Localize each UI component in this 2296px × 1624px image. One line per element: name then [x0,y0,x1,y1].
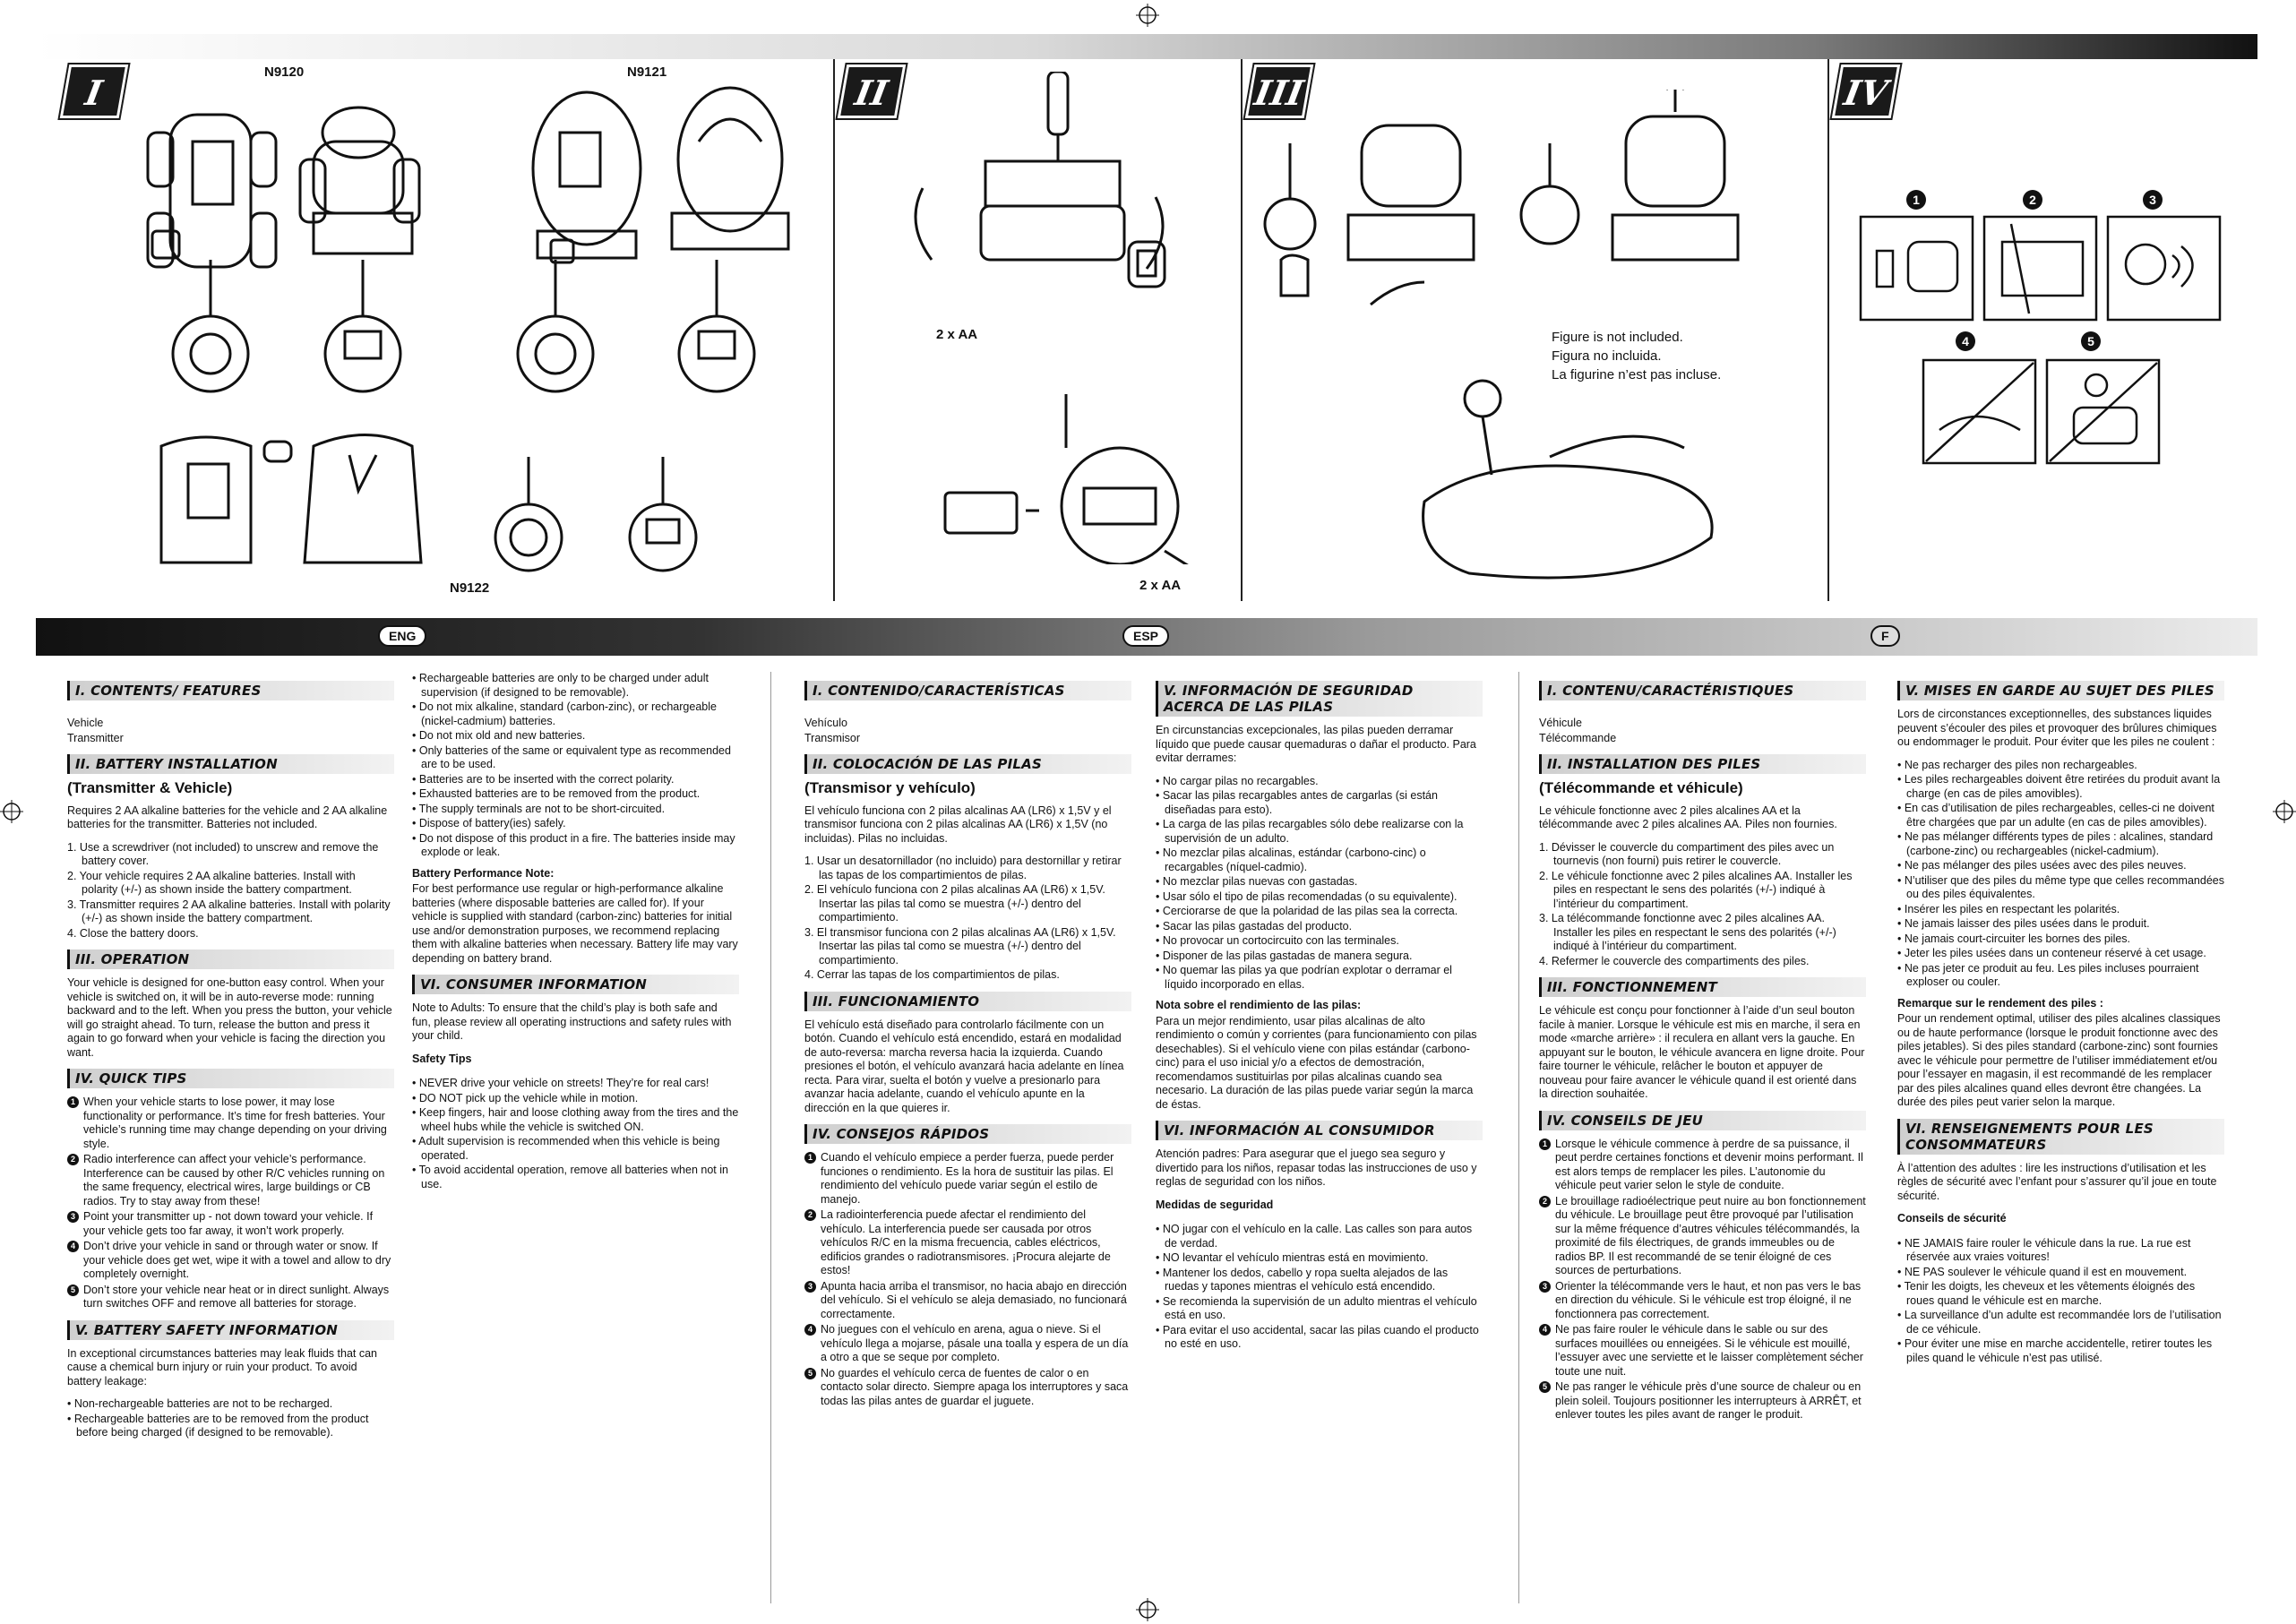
tip-item: 5 No guardes el vehículo cerca de fuentes de calor o en contacto solar directo. Siempre apaga los interruptores y saca todas las pilas antes de guardar el juguete. [804,1367,1131,1409]
note-heading: Remarque sur le rendement des piles : [1897,996,2103,1010]
tip-number-icon: 2 [804,1209,816,1221]
step: 2. El vehículo funciona con 2 pilas alcalinas AA (LR6) x 1,5V. Insertar las pilas tal como se muestra (+/-) dentro del compartimiento. [804,883,1105,924]
bullet: • Do not dispose of this product in a fire. The batteries inside may explode or leak. [412,831,735,858]
bullet: • Jeter les piles usées dans un conteneur réservé à cet usage. [1897,947,2206,959]
battery-caption-transmitter: 2 x AA [1139,578,1182,593]
panel-badge-1: I [60,64,129,118]
paragraph: À l’attention des adultes : lire les instructions d’utilisation et les règles de sécurité avec l’enfant pour s’assurer qu’il joue en toute sécurité. [1897,1161,2217,1202]
language-badge-eng: ENG [378,625,426,647]
illustration-band [0,0,2296,605]
content-item: Transmitter [67,731,124,744]
section-heading: VI. CONSUMER INFORMATION [412,975,739,994]
bullet: • NO levantar el vehículo mientras está en movimiento. [1156,1251,1429,1264]
tip-number-3-icon: 3 [2143,190,2163,210]
safety-heading: Conseils de sécurité [1897,1212,2007,1224]
bullet: • Do not mix old and new batteries. [412,729,586,742]
bullet: • Exhausted batteries are to be removed from the product. [412,787,701,800]
transmitters-row-illustration [170,260,797,394]
step: 2. Le véhicule fonctionne avec 2 piles alcalines AA. Installer les piles en respectant le sens des polarités (+/-) indiqué à l’intérieur du compartiment. [1539,869,1853,910]
paragraph: Le véhicule fonctionne avec 2 piles alcalines AA et la télécommande avec 2 piles alcalines AA. Piles non fournies. [1539,803,1837,830]
paragraph: Atención padres: Para asegurar que el juego sea seguro y divertido para los niños, repasar todas las instrucciones de uso y reglas de seguridad con los niños. [1156,1147,1477,1188]
bullet: • N’utiliser que des piles du même type que celles recommandées ou des piles équivalentes. [1897,873,2224,900]
note-heading: Nota sobre el rendimiento de las pilas: [1156,999,1362,1011]
tip-number-icon: 3 [67,1211,79,1223]
bullet: • Se recomienda la supervisión de un adulto mientras el vehículo está en uso. [1156,1294,1477,1321]
safety-heading: Medidas de seguridad [1156,1198,1274,1211]
section-heading: III. FONCTIONNEMENT [1539,977,1866,997]
content-item: Transmisor [804,731,861,744]
registration-mark-icon [1136,1598,1159,1621]
section-heading: VI. RENSEIGNEMENTS POUR LES CONSOMMATEURS [1897,1119,2224,1155]
tip-number-2-icon: 2 [2023,190,2042,210]
section-heading: II. BATTERY INSTALLATION [67,754,394,774]
section-heading: V. MISES EN GARDE AU SUJET DES PILES [1897,681,2224,700]
section-heading: V. BATTERY SAFETY INFORMATION [67,1320,394,1340]
safety-heading: Safety Tips [412,1052,472,1065]
section-heading: III. OPERATION [67,949,394,969]
step: 4. Close the battery doors. [67,926,199,940]
figure-seat-illustration [1415,376,1738,591]
paragraph: Requires 2 AA alkaline batteries for the vehicle and 2 AA alkaline batteries for the transmitter. Batteries not included. [67,803,388,830]
section-subheading: (Transmisor y vehículo) [804,779,976,796]
bullet: • Disponer de las pilas gastadas de manera segura. [1156,949,1413,962]
section-heading: IV. CONSEILS DE JEU [1539,1111,1866,1130]
paragraph: Para un mejor rendimiento, usar pilas alcalinas de alto rendimiento o común y corrientes (para funcionamiento con pilas desechables). Si el vehículo viene con pilas estándar (carbono-cinc) para el uso inicial y/o a efectos de demostración, recomendamos sustituirlas por pilas alcalinas cuando sea necesario. La duración de las pilas puede variar según la marca de éstas. [1156,1014,1477,1111]
section-heading: IV. CONSEJOS RÁPIDOS [804,1124,1131,1144]
tip-item: 4 Don’t drive your vehicle in sand or through water or snow. If your vehicle does get wet, wipe it with a towel and allow to dry completely overnight. [67,1240,394,1282]
bullet: • Keep fingers, hair and loose clothing away from the tires and the wheel hubs while the vehicle is switched ON. [412,1106,739,1133]
tip-item: 2 Le brouillage radioélectrique peut nuire au bon fonctionnement du véhicule. Le brouillage peut être provoqué par l’utilisation sur la même fréquence d’autres véhicules télécommandés, la proximité de fils électriques, de grands immeubles ou de radios BP. Il est recommandé de se tenir éloigné de ces sources de perturbations. [1539,1195,1866,1278]
bullet: • Non-rechargeable batteries are not to be recharged. [67,1397,333,1410]
battery-install-vehicle-illustration [905,72,1174,314]
bullet: • Only batteries of the same or equivalent type as recommended are to be used. [412,743,731,770]
bullet: • No quemar las pilas ya que podrían explotar o derramar el líquido incorporado en ellas. [1156,964,1452,991]
content-item: Télécommande [1539,731,1617,744]
language-badge-fr: F [1870,625,1900,647]
section-heading: V. INFORMACIÓN DE SEGURIDAD ACERCA DE LAS PILAS [1156,681,1483,717]
model-label-n9120: N9120 [264,64,305,80]
figure-note-line: La figurine n’est pas incluse. [1552,367,1722,382]
bullet: • En cas d’utilisation de piles rechargeables, celles-ci ne doivent être chargées que par un adulte (en cas de piles amovibles). [1897,802,2214,829]
tip-number-icon: 1 [67,1096,79,1108]
tip-item: 4 Ne pas faire rouler le véhicule dans le sable ou sur des surfaces mouillées ou enneigées. Si le véhicule est mouillé, l’essuyer avec une serviette et le laisser complètement sécher toute une nuit. [1539,1323,1866,1379]
bullet: • Usar sólo el tipo de pilas recomendadas (o su equivalente). [1156,889,1458,903]
tip-number-icon: 5 [1539,1381,1551,1393]
bullet: • DO NOT pick up the vehicle while in motion. [412,1091,639,1104]
tip-number-icon: 1 [1539,1139,1551,1150]
section-heading: II. INSTALLATION DES PILES [1539,754,1866,774]
tip-item: 5 Don’t store your vehicle near heat or in direct sunlight. Always turn switches OFF and remove all batteries for storage. [67,1284,394,1311]
tip-item: 1 Cuando el vehículo empiece a perder fuerza, puede perder funciones o rendimiento. Es la hora de sustituir las pilas. El rendimiento del vehículo puede variar según el estilo de manejo. [804,1151,1131,1207]
bullet: • Cerciorarse de que la polaridad de las pilas sea la correcta. [1156,905,1458,917]
section-heading: I. CONTENTS/ FEATURES [67,681,394,700]
bullet: • Batteries are to be inserted with the correct polarity. [412,772,675,786]
model-label-n9122: N9122 [450,580,490,596]
tip-item: 2 La radiointerferencia puede afectar el rendimiento del vehículo. La interferencia puede ser causada por otros vehículos R/C en la misma frecuencia, cables eléctricos, edificios grandes o radiotransmisores. ¡Procura alejarte de estos! [804,1208,1131,1278]
bullet: • No cargar pilas no recargables. [1156,774,1319,787]
tip-item: 2 Radio interference can affect your vehicle’s performance. Interference can be caused by other R/C vehicles running on the same frequency, electrical wires, large buildings or CB radios. Try to stay away from these! [67,1153,394,1208]
bullet: • Pour éviter une mise en marche accidentelle, retirer toutes les piles quand le véhicule n’est pas utilisé. [1897,1337,2213,1364]
bullet: • Tenir les doigts, les cheveux et les vêtements éloignés des roues quand le véhicule est en marche. [1897,1280,2196,1307]
panel-badge-2: II [838,64,907,118]
step: 3. La télécommande fonctionne avec 2 piles alcalines AA. Installer les piles en respectant le sens des polarités (+/-) indiqué à l’intérieur du compartiment. [1539,912,1836,952]
bullet: • Ne jamais laisser des piles usées dans le produit. [1897,917,2150,930]
section-subheading: (Télécommande et véhicule) [1539,779,1743,796]
bullet: • La surveillance d’un adulte est recommandée lors de l’utilisation de ce véhicule. [1897,1309,2222,1336]
bullet: • Dispose of battery(ies) safely. [412,817,566,829]
tip-number-icon: 4 [67,1241,79,1252]
eng-column-2 [412,672,739,1192]
battery-caption-vehicle: 2 x AA [936,327,978,342]
tip-number-icon: 4 [804,1324,816,1336]
step: 4. Cerrar las tapas de los compartimientos de pilas. [804,968,1060,981]
tip-number-icon: 5 [67,1285,79,1296]
vehicle-n9122-illustration [134,428,430,580]
bullet: • Ne jamais court-circuiter les bornes des piles. [1897,932,2131,945]
operation-illustration [1263,90,1819,331]
paragraph: Note to Adults: To ensure that the child’s play is both safe and fun, please review all operating instructions and safety rules with your child. [412,1001,732,1042]
paragraph: For best performance use regular or high-performance alkaline batteries (where disposable batteries are called for). If your vehicle is supplied with standard (carbon-zinc) batteries for initial use and/or demonstration purposes, we recommend replacing them with alkaline batteries when necessary. Battery life may vary depending on battery brand. [412,882,738,965]
transmitters-n9122-illustration [493,457,708,573]
step: 2. Your vehicle requires 2 AA alkaline batteries. Install with polarity (+/-) as shown inside the battery compartment. [67,869,356,896]
section-heading: II. COLOCACIÓN DE LAS PILAS [804,754,1131,774]
bullet: • Sacar las pilas gastadas del producto. [1156,919,1353,932]
bullet: • Insérer les piles en respectant les polarités. [1897,902,2120,915]
tip-number-1-icon: 1 [1906,190,1926,210]
tip-item: 4 No juegues con el vehículo en arena, agua o nieve. Si el vehículo llega a mojarse, pásale una toalla y espera de un día a otro a que se seque por completo. [804,1323,1131,1365]
bullet: • Les piles rechargeables doivent être retirées du produit avant la charge (en cas de piles amovibles). [1897,773,2221,800]
tip-item: 1 When your vehicle starts to lose power, it may lose functionality or performance. It’s time for fresh batteries. Your vehicle’s running time may change depending on your driving style. [67,1096,394,1151]
tip-item: 5 Ne pas ranger le véhicule près d’une source de chaleur ou en plein soleil. Toujours positionner les interrupteurs à ARRÊT, et enlever toutes les piles avant de ranger le produit. [1539,1380,1866,1422]
tip-item: 1 Lorsque le véhicule commence à perdre de sa puissance, il peut perdre certaines fonctions et devenir moins performant. Il est alors temps de remplacer les piles. L’autonomie du véhicule peut varier selon le style de conduite. [1539,1138,1866,1193]
language-badge-esp: ESP [1122,625,1169,647]
step: 1. Dévisser le couvercle du compartiment des piles avec un tournevis (non fourni) puis retirer le couvercle. [1539,840,1835,867]
paragraph: In exceptional circumstances batteries may leak fluids that can cause a chemical burn injury or ruin your product. To avoid battery leakage: [67,1346,378,1388]
paragraph: Pour un rendement optimal, utiliser des piles alcalines classiques ou de haute performance (lorsque le produit fonctionne avec des piles jetables). Si des piles standard (carbone-zinc) sont fournies avec le véhicule pour permettre de l’utiliser immédiatement et/ou pour l’essayer en magasin, il est recommandé de les remplacer par des piles alcalines quand elles devront être changées. La durée des piles peut varier selon la marque. [1897,1012,2221,1108]
bullet: • Ne pas mélanger des piles usées avec des piles neuves. [1897,859,2187,872]
tip-item: 3 Orienter la télécommande vers le haut, et non pas vers le bas en direction du véhicule. Si le véhicule est trop éloigné, il ne fonctionnera pas correctement. [1539,1280,1866,1322]
content-item: Vehicle [67,717,104,729]
bullet: • No mezclar pilas nuevas con gastadas. [1156,875,1358,888]
bullet: • Para evitar el uso accidental, sacar las pilas cuando el producto no esté en uso. [1156,1323,1479,1350]
content-item: Vehículo [804,717,847,729]
bullet: • Ne pas jeter ce produit au feu. Les piles incluses pourraient exploser ou couler. [1897,961,2199,988]
section-heading: I. CONTENU/CARACTÉRISTIQUES [1539,681,1866,700]
registration-mark-icon [2273,800,2296,823]
figure-note-line: Figure is not included. [1552,330,1683,345]
registration-mark-icon [1136,4,1159,27]
bullet: • No mezclar pilas alcalinas, estándar (carbono-cinc) o recargables (níquel-cadmio). [1156,846,1426,873]
tip-number-icon: 3 [804,1281,816,1293]
bullet: • NE JAMAIS faire rouler le véhicule dans la rue. La rue est réservée aux vraies voitures! [1897,1236,2191,1263]
content-item: Véhicule [1539,717,1582,729]
panel-divider [1241,59,1243,601]
battery-install-transmitter-illustration [941,385,1227,564]
bullet: • NE PAS soulever le véhicule quand il est en mouvement. [1897,1265,2188,1278]
tip-number-icon: 2 [67,1154,79,1165]
eng-column-1 [67,672,394,1441]
figure-note-line: Figura no incluida. [1552,348,1662,364]
step: 3. El transmisor funciona con 2 pilas alcalinas AA (LR6) x 1,5V. Insertar las pilas tal como se muestra (+/-) dentro del compartimiento. [804,925,1116,967]
note-heading: Battery Performance Note: [412,866,555,880]
model-label-n9121: N9121 [627,64,667,80]
bullet: • Sacar las pilas recargables antes de cargarlas (si están diseñadas para esto). [1156,789,1438,816]
paragraph: Lors de circonstances exceptionnelles, des substances liquides peuvent s’écouler des piles et provoquer des brûlures chimiques ou endommager le produit. Pour éviter que les piles ne coulent : [1897,708,2217,748]
bullet: • Rechargeable batteries are only to be charged under adult supervision (if designed to be removable). [412,672,709,699]
section-heading: IV. QUICK TIPS [67,1069,394,1088]
bullet: • NEVER drive your vehicle on streets! They’re for real cars! [412,1077,709,1089]
bullet: • Mantener los dedos, cabello y ropa suelta alejados de las ruedas y tapones mientras el vehículo está encendido. [1156,1266,1449,1293]
tip-number-icon: 3 [1539,1281,1551,1293]
bullet: • To avoid accidental operation, remove all batteries when not in use. [412,1164,728,1190]
panel-divider [1827,59,1829,601]
bullet: • Ne pas mélanger différents types de piles : alcalines, standard (carbone-zinc) ou rechargeables (nickel-cadmium). [1897,830,2214,857]
paragraph: El vehículo está diseñado para controlarlo fácilmente con un botón. Cuando el vehículo está encendido, estará en modalidad de auto-reversa: marcha reversa hacia la izquierda. Cuando presiones el botón, el vehículo avanzará hacia adelante en línea recta. Para virar, suelta el botón y vuelve a presionarlo para avanzar hacia adelante, cuando el vehículo apunte en la dirección en la que quieres ir. [804,1018,1124,1114]
section-heading: VI. INFORMACIÓN AL CONSUMIDOR [1156,1121,1483,1140]
step: 3. Transmitter requires 2 AA alkaline batteries. Install with polarity (+/-) as shown inside the battery compartment. [67,898,391,924]
section-heading: I. CONTENIDO/CARACTERÍSTICAS [804,681,1131,700]
step: 1. Usar un desatornillador (no incluido) para destornillar y retirar las tapas de los compartimientos de pilas. [804,855,1122,881]
panel-badge-3: III [1245,64,1314,118]
section-subheading: (Transmitter & Vehicle) [67,779,233,796]
fr-column-1 [1539,672,1866,1424]
tip-item: 3 Apunta hacia arriba el transmisor, no hacia abajo en dirección del vehículo. Si el vehículo se aleja demasiado, no funcionará correctamente. [804,1280,1131,1322]
column-divider [770,672,771,1603]
bullet: • NO jugar con el vehículo en la calle. Las calles son para autos de verdad. [1156,1223,1473,1250]
tip-number-icon: 1 [804,1152,816,1164]
bullet: • The supply terminals are not to be short-circuited. [412,802,666,815]
tip-number-5-icon: 5 [2081,331,2101,351]
paragraph: Your vehicle is designed for one-button easy control. When your vehicle is switched on, it will be in auto-reverse mode: running backward and to the left. When you press the button, your vehicle will go straight ahead. To turn, release the button and press it again to go forward when your vehicle is facing the direction you want. [67,976,392,1059]
bullet: • La carga de las pilas recargables sólo debe realizarse con la supervisión de un adulto. [1156,818,1464,845]
paragraph: Le véhicule est conçu pour fonctionner à l’aide d’un seul bouton facile à manier. Lorsque le véhicule est mis en marche, il sera en mode «marche arrière» : il reculera en allant vers la gauche. En appuyant sur le bouton, le véhicule avancera en ligne droite. Pour faire tourner le véhicule, relâcher le bouton et appuyer de nouveau pour faire avancer le véhicule quand il est orienté dans la direction souhaitée. [1539,1004,1865,1100]
section-heading: III. FUNCIONAMIENTO [804,992,1131,1011]
tip-number-4-icon: 4 [1956,331,1975,351]
tip-item: 3 Point your transmitter up - not down toward your vehicle. If your vehicle gets too far away, it won’t work properly. [67,1210,394,1238]
panel-badge-4: IV [1832,64,1901,118]
fr-column-2 [1897,672,2224,1366]
registration-mark-icon [0,800,23,823]
step: 1. Use a screwdriver (not included) to unscrew and remove the battery cover. [67,840,379,867]
quick-tips-pictograms [1859,215,2235,466]
esp-column-2 [1156,672,1483,1353]
header-gradient-bar [36,34,2257,59]
bullet: • Rechargeable batteries are to be removed from the product before being charged (if designed to be removable). [67,1412,369,1439]
paragraph: El vehículo funciona con 2 pilas alcalinas AA (LR6) x 1,5V y el transmisor funciona con 2 pilas alcalinas AA (LR6) x 1,5V (no incluidas). Pilas no incluidas. [804,803,1112,845]
tip-number-icon: 5 [804,1368,816,1379]
step: 4. Refermer le couvercle des compartiments des piles. [1539,954,1810,967]
bullet: • Do not mix alkaline, standard (carbon-zinc), or rechargeable (nickel-cadmium) batteries. [412,700,717,727]
column-divider [1518,672,1519,1603]
bullet: • No provocar un cortocircuito con las terminales. [1156,934,1399,947]
tip-number-icon: 2 [1539,1196,1551,1207]
panel-divider [833,59,835,601]
tip-number-icon: 4 [1539,1324,1551,1336]
bullet: • Adult supervision is recommended when this vehicle is being operated. [412,1135,720,1162]
paragraph: En circunstancias excepcionales, las pilas pueden derramar líquido que puede causar quemaduras o dañar el producto. Para evitar derrames: [1156,724,1476,764]
bullet: • Ne pas recharger des piles non rechargeables. [1897,758,2137,771]
esp-column-1 [804,672,1131,1410]
